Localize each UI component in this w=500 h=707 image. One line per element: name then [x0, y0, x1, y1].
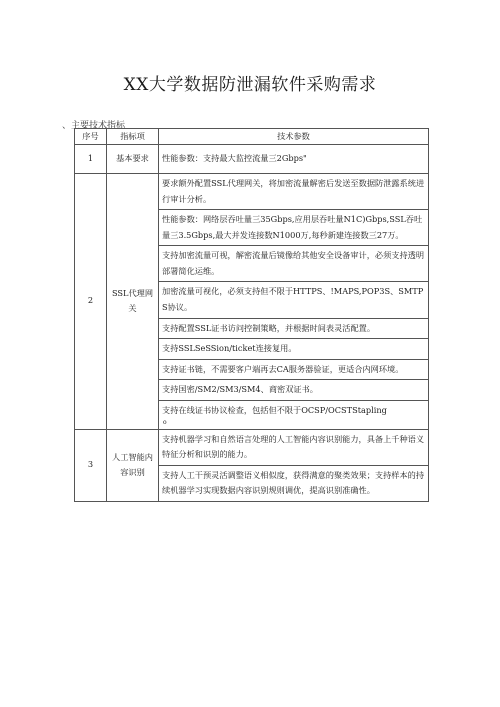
- table-header-row: [75, 129, 429, 145]
- param-cell: 性能参数：网络层吞吐量三35Gbps,应用层吞吐量N1C)Gbps,SSL吞吐量三3.5Gbps,最大并发连接数N1000万,每秒新建连接数三27万。: [159, 210, 429, 246]
- param-cell: 加密流量可视化，必须支持但不限于HTTPS、!MAPS,POP3S、SMTPS协议。: [159, 282, 429, 318]
- param-cell: 支持配置SSL证书访问控制策略，并根据时间表灵活配置。: [159, 318, 429, 339]
- table-row: [75, 429, 429, 465]
- row-item: SSL代理网关: [107, 174, 159, 430]
- param-cell: 性能参数：支持最大监控流量三2Gbps": [159, 145, 429, 174]
- page-title: XX大学数据防泄漏软件采购需求: [123, 75, 377, 95]
- param-cell: 要求额外配置SSL代理网关，将加密流量解密后发送至数据防泄露系统进行审计分析。: [159, 174, 429, 210]
- trailing-mark: o: [163, 418, 167, 426]
- row-item: 人工智能内容识别: [107, 429, 159, 501]
- section-heading: 、主要技术指标: [62, 121, 126, 131]
- param-cell: 支持加密流量可视，解密流量后镜像给其他安全设备审计，必须支持透明部署简化运维。: [159, 246, 429, 282]
- row-number: 2: [75, 174, 107, 430]
- param-text: 支持在线证书协议检查，包括但不限于OCSP/OCSTStapling: [162, 404, 387, 415]
- param-cell: 支持SSLSeSSion/ticket连接复用。: [159, 339, 429, 360]
- table-row: [75, 174, 429, 210]
- param-cell: 支持人工干预灵活调整语义相似度，获得满意的聚类效果；支持样本的持续机器学习实现数据内容识别规则调优，提高识别准确性。: [159, 465, 429, 501]
- header-params: 技术参数: [159, 129, 429, 145]
- param-cell: 支持机器学习和自然语言处理的人工智能内容识别能力，具备上千种语义特征分析和识别的能力。: [159, 429, 429, 465]
- header-item: 指标项: [107, 129, 159, 145]
- row-item: 基本要求: [107, 145, 159, 174]
- param-cell: 支持国密/SM2/SM3/SM4、商密双证书。: [159, 380, 429, 401]
- header-number: 序号: [75, 129, 107, 145]
- row-number: 1: [75, 145, 107, 174]
- param-cell: [159, 400, 429, 429]
- table-row: [75, 145, 429, 174]
- row-number: 3: [75, 429, 107, 501]
- spec-table: [74, 128, 429, 502]
- param-cell: 支持证书链，不需要客户端再去CA服务器验证，更适合内网环境。: [159, 359, 429, 380]
